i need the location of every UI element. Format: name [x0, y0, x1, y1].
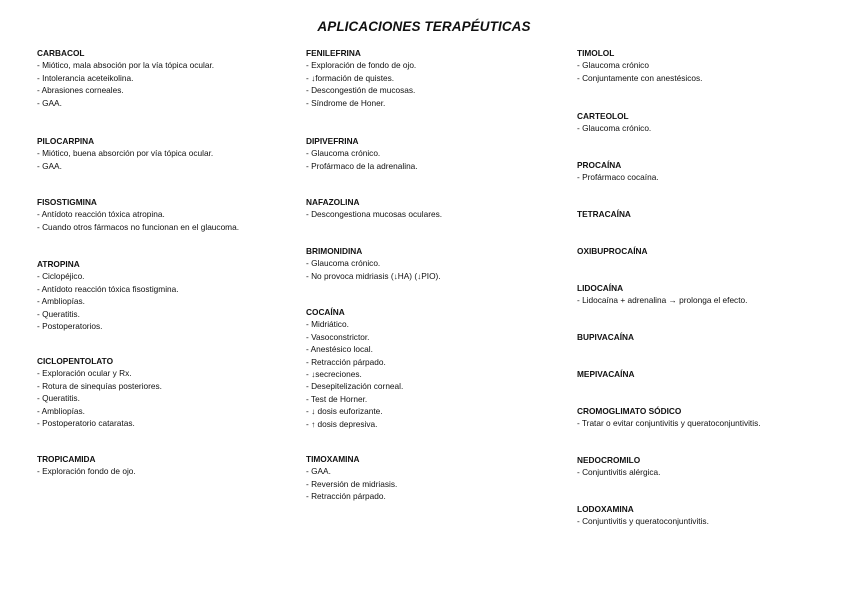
section — [577, 503, 842, 528]
list-item: - ↑ dosis depresiva. — [306, 418, 378, 429]
list-item: - Ambliopías. — [37, 296, 85, 307]
list-item: - Glaucoma crónico. — [306, 258, 381, 269]
section — [577, 454, 842, 479]
section-heading: DIPIVEFRINA — [306, 136, 359, 146]
list-item: - Retracción párpado. — [306, 356, 386, 367]
list-item: - ↓ dosis euforizante. — [306, 406, 383, 417]
list-item: - Conjuntamente con anestésicos. — [577, 72, 703, 83]
section-heading: BRIMONIDINA — [306, 246, 363, 256]
list-item: - ↓secreciones. — [306, 369, 362, 380]
list-item: - Reversión de midriasis. — [306, 478, 398, 489]
list-item: - Descongestión de mucosas. — [306, 85, 416, 96]
section-heading: COCAÍNA — [306, 307, 345, 317]
list-item: - ↓formación de quistes. — [306, 72, 395, 83]
list-item: - Antídoto reacción tóxica fisostigmina. — [37, 283, 179, 294]
section-heading: OXIBUPROCAÍNA — [577, 246, 648, 256]
section-heading: PILOCARPINA — [37, 136, 95, 146]
section-heading: PROCAÍNA — [577, 160, 622, 170]
list-item: - GAA. — [37, 160, 62, 171]
section-heading: FENILEFRINA — [306, 48, 361, 58]
list-item: - Postoperatorio cataratas. — [37, 418, 135, 429]
section — [37, 355, 297, 429]
section — [37, 258, 297, 332]
section — [577, 159, 842, 184]
list-item: - Vasoconstrictor. — [306, 331, 370, 342]
list-item: - No provoca midriasis (↓HA) (↓PIO). — [306, 270, 441, 281]
section — [577, 331, 842, 343]
list-item: - GAA. — [37, 97, 62, 108]
list-item: - Miótico, buena absorción por vía tópica ocular. — [37, 148, 214, 159]
section-heading: CARBACOL — [37, 48, 85, 58]
section — [577, 245, 842, 257]
list-item: - Anestésico local. — [306, 344, 373, 355]
section — [37, 196, 297, 233]
list-item: - Ciclopéjico. — [37, 271, 85, 282]
section — [306, 196, 566, 221]
list-item: - Descongestiona mucosas oculares. — [306, 209, 443, 220]
list-item: - Glaucoma crónico. — [577, 123, 652, 134]
list-item: - Midriático. — [306, 319, 349, 330]
list-item: - Profármaco de la adrenalina. — [306, 160, 418, 171]
list-item: - Ambliopías. — [37, 405, 85, 416]
section — [577, 110, 842, 135]
list-item: - Postoperatorios. — [37, 321, 103, 332]
list-item: - Exploración fondo de ojo. — [37, 466, 136, 477]
list-item: - Conjuntivitis alérgica. — [577, 467, 661, 478]
list-item: - Conjuntivitis y queratoconjuntivitis. — [577, 516, 709, 527]
section — [577, 368, 842, 380]
section-heading: LODOXAMINA — [577, 504, 634, 514]
list-item: - Rotura de sinequías posteriores. — [37, 380, 162, 391]
list-item: - Cuando otros fármacos no funcionan en el glaucoma. — [37, 221, 240, 232]
list-item: - Queratitis. — [37, 308, 80, 319]
list-item: - Test de Horner. — [306, 393, 368, 404]
section-heading: TETRACAÍNA — [577, 209, 631, 219]
section-heading: NEDOCROMILO — [577, 455, 641, 465]
list-item: - Miótico, mala absoción por la vía tópica ocular. — [37, 60, 215, 71]
section — [577, 47, 842, 84]
section — [306, 453, 566, 503]
section-heading: LIDOCAÍNA — [577, 283, 624, 293]
list-item: - Exploración de fondo de ojo. — [306, 60, 417, 71]
section-heading: NAFAZOLINA — [306, 197, 360, 207]
section — [577, 405, 842, 430]
list-item: - Queratitis. — [37, 393, 80, 404]
list-item: - Abrasiones corneales. — [37, 85, 124, 96]
list-item: - Glaucoma crónico — [577, 60, 649, 71]
section-heading: TIMOXAMINA — [306, 454, 360, 464]
section-heading: CICLOPENTOLATO — [37, 356, 114, 366]
section — [37, 135, 297, 172]
section — [577, 282, 842, 307]
list-item: - Tratar o evitar conjuntivitis y queratoconjuntivitis. — [577, 418, 761, 429]
section-heading: TROPICAMIDA — [37, 454, 96, 464]
list-item: - Glaucoma crónico. — [306, 148, 381, 159]
section — [577, 208, 842, 220]
list-item: - Profármaco cocaína. — [577, 172, 659, 183]
list-item: - Síndrome de Honer. — [306, 97, 386, 108]
page-title: APLICACIONES TERAPÉUTICAS — [317, 19, 531, 34]
section — [306, 245, 566, 282]
section-heading: MEPIVACAÍNA — [577, 369, 635, 379]
list-item: - Exploración ocular y Rx. — [37, 368, 132, 379]
section-heading: TIMOLOL — [577, 48, 615, 58]
section — [306, 135, 566, 172]
list-item: - GAA. — [306, 466, 331, 477]
list-item: - Desepitelización corneal. — [306, 381, 404, 392]
list-item: - Lidocaína + adrenalina → prolonga el efecto. — [577, 295, 748, 306]
section-heading: ATROPINA — [37, 259, 80, 269]
section — [306, 47, 566, 109]
list-item: - Intolerancia aceteikolina. — [37, 72, 134, 83]
section — [37, 47, 297, 109]
section-heading: CARTEOLOL — [577, 111, 629, 121]
section-heading: FISOSTIGMINA — [37, 197, 97, 207]
section-heading: CROMOGLIMATO SÓDICO — [577, 406, 682, 416]
section — [306, 306, 566, 430]
section — [37, 453, 297, 478]
section-heading: BUPIVACAÍNA — [577, 332, 635, 342]
list-item: - Retracción párpado. — [306, 491, 386, 502]
list-item: - Antídoto reacción tóxica atropina. — [37, 209, 165, 220]
